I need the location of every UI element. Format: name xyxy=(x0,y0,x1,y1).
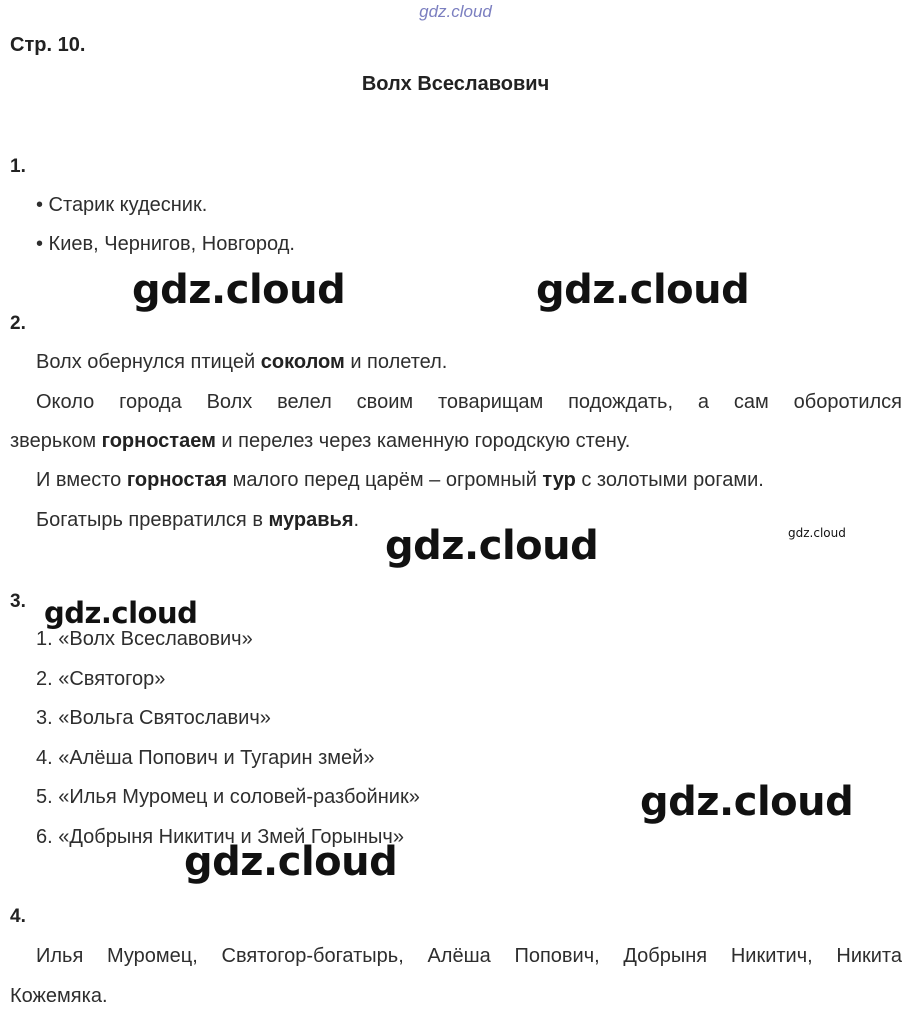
answer-line: Илья Муромец, Святогор-богатырь, Алёша Попович, Добрыня Никитич, Никита xyxy=(36,945,902,967)
answer-line xyxy=(36,509,359,532)
watermark: gdz.cloud xyxy=(385,523,599,569)
answer-line: Кожемяка. xyxy=(10,985,108,1007)
watermark: gdz.cloud xyxy=(44,596,198,630)
text-fragment: и перелез через каменную городскую стену. xyxy=(215,430,631,452)
watermark-small: gdz.cloud xyxy=(788,526,846,540)
section-number-1: 1. xyxy=(10,156,26,177)
text-fragment: И вместо xyxy=(36,469,127,491)
watermark-top: gdz.cloud xyxy=(419,2,492,21)
answer-line: Около города Волх велел своим товарищам подождать, а сам оборотился xyxy=(36,391,902,413)
text-fragment: и полетел. xyxy=(344,351,448,373)
text-fragment: зверьком xyxy=(10,430,102,452)
answer-line xyxy=(36,469,764,492)
answer-line: • Киев, Чернигов, Новгород. xyxy=(36,233,295,255)
list-item: 3. «Вольга Святославич» xyxy=(36,707,271,729)
page-reference: Стр. 10. xyxy=(10,34,86,56)
watermark: gdz.cloud xyxy=(640,779,854,825)
bold-term: тур xyxy=(542,469,576,491)
text-fragment: малого перед царём – огромный xyxy=(227,469,543,491)
watermark: gdz.cloud xyxy=(132,267,346,313)
text-fragment: . xyxy=(353,509,360,531)
bold-term: соколом xyxy=(260,351,345,373)
bold-term: муравья xyxy=(268,509,354,531)
answer-line xyxy=(36,351,447,374)
page-title: Волх Всеславович xyxy=(361,73,550,95)
answer-line: • Старик кудесник. xyxy=(36,194,208,216)
section-number-2: 2. xyxy=(10,313,26,334)
text-fragment: с золотыми рогами. xyxy=(575,469,764,491)
text-fragment: Богатырь превратился в xyxy=(36,509,269,531)
bold-term: горностая xyxy=(126,469,228,491)
list-item: 5. «Илья Муромец и соловей-разбойник» xyxy=(36,786,420,808)
list-item: 4. «Алёша Попович и Тугарин змей» xyxy=(36,747,375,769)
text-fragment: Волх обернулся птицей xyxy=(36,351,261,373)
list-item: 1. «Волх Всеславович» xyxy=(36,628,253,650)
list-item: 2. «Святогор» xyxy=(36,668,166,690)
section-number-4: 4. xyxy=(10,906,26,927)
watermark: gdz.cloud xyxy=(184,839,398,885)
watermark: gdz.cloud xyxy=(536,267,750,313)
answer-line xyxy=(10,430,630,453)
bold-term: горностаем xyxy=(101,430,216,452)
list-item: 6. «Добрыня Никитич и Змей Горыныч» xyxy=(36,826,404,848)
section-number-3: 3. xyxy=(10,591,26,612)
